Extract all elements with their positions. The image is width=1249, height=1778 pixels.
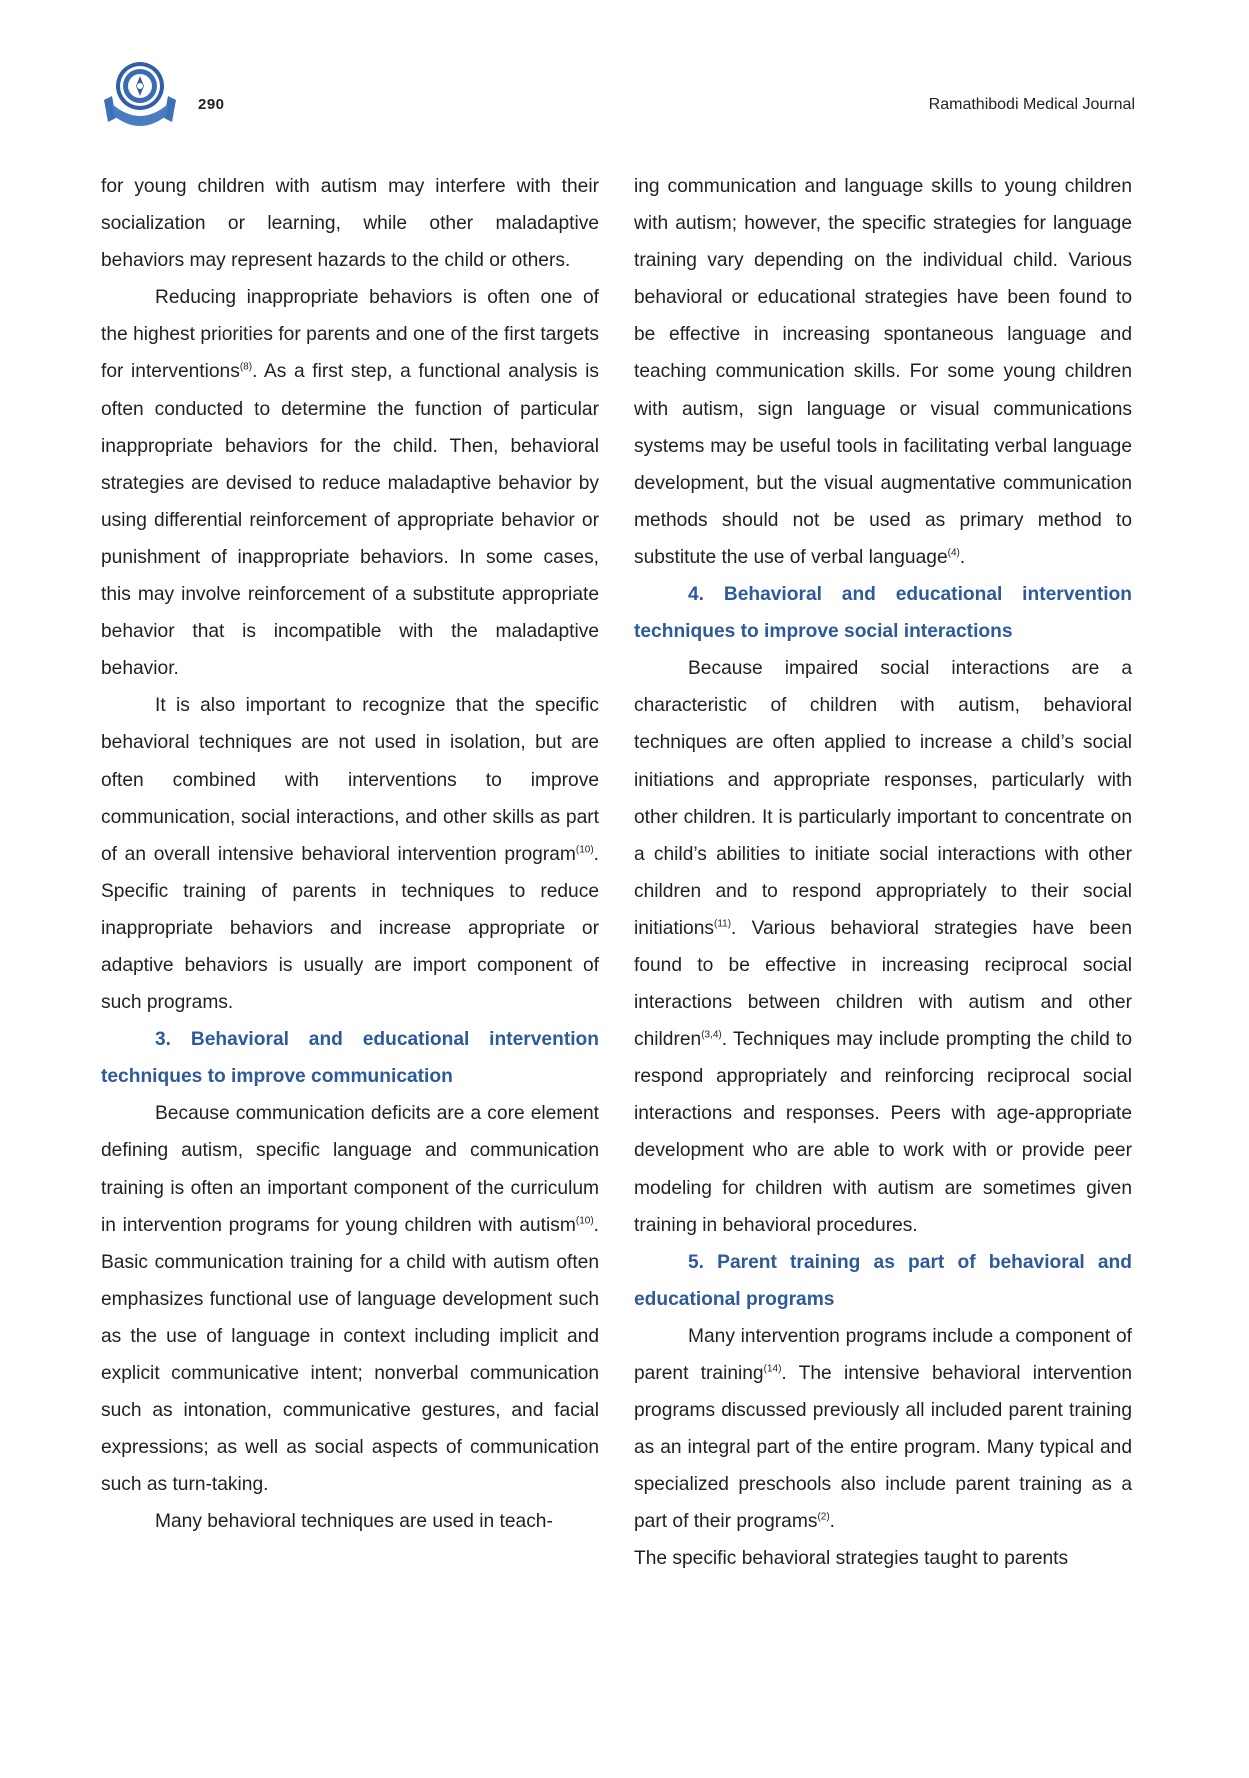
reference-marker: (4) (947, 547, 960, 559)
left-column (101, 168, 599, 1540)
reference-marker: (8) (239, 361, 253, 373)
paragraph: ing communication and language skills to young children with autism; however, the specific strategies for language training vary depending on the individual child. Various behavioral or educational strategies have been found to be effective in increasing spontaneous language and teaching communication skills. For some young children with autism, sign language or visual communications systems may be useful tools in facilitating verbal language development, but the visual augmentative communication methods should not be used as primary method to substitute the use of verbal language$^{(4)}$. (634, 176, 1132, 568)
right-column (634, 168, 1132, 1578)
paragraph: Because communication deficits are a core element defining autism, specific language and communication training is often an important component of the curriculum in intervention programs for young children with autism$^{(10)}$. Basic communication training for a child with autism often emphasizes functional use of language development such as the use of language in context including implicit and explicit communicative intent; nonverbal communication such as intonation, communicative gestures, and facial expressions; as well as social aspects of communication such as turn-taking. (101, 1103, 599, 1496)
page-number: 290 (198, 96, 225, 113)
paragraph: Many intervention programs include a component of parent training$^{(14)}$. The intensive behavioral intervention programs discussed previously all included parent training as an integral part of the entire program. Many typical and specialized preschools also include parent training as a part of their programs$^{(2)}$. (634, 1325, 1132, 1533)
paragraph: It is also important to recognize that the specific behavioral techniques are not used in isolation, but are often combined with interventions to improve communication, social interactions, and other skills as part of an overall intensive behavioral intervention program$^{(10)}$. Specific training of parents in techniques to reduce inappropriate behaviors and increase appropriate or adaptive behaviors is usually are import component of such programs. (101, 695, 599, 1014)
reference-marker: (11) (714, 918, 732, 930)
paragraph: The specific behavioral strategies taught to parents (634, 1548, 1069, 1570)
reference-marker: (14) (763, 1363, 782, 1375)
reference-marker: (2) (817, 1511, 830, 1523)
page-header (0, 0, 1249, 130)
journal-logo (100, 56, 180, 126)
paragraph: Because impaired social interactions are a characteristic of children with autism, behavioral techniques are often applied to increase a child’s social initiations and appropriate responses, particularly with other children. It is particularly important to concentrate on a child’s abilities to initiate social interactions with other children and to respond appropriately to their social initiations$^{(11)}$. Various behavioral strategies have been found to be effective in increasing reciprocal social interactions between children with autism and other children$^{(3,4)}$. Techniques may include prompting the child to respond appropriately and reinforcing reciprocal social interactions and responses. Peers with age-appropriate development who are able to work with or provide peer modeling for children with autism are sometimes given training in behavioral procedures. (634, 658, 1132, 1236)
reference-marker: (10) (575, 1215, 594, 1227)
section-heading-3: 3. Behavioral and educational intervention techniques to improve communication (101, 1029, 599, 1088)
journal-name: Ramathibodi Medical Journal (928, 96, 1135, 113)
section-heading-4: 4. Behavioral and educational intervention techniques to improve social interactions (634, 584, 1132, 643)
reference-marker: (10) (575, 844, 594, 856)
paragraph: Reducing inappropriate behaviors is often one of the highest priorities for parents and one of the first targets for interventions$^{(8)}$. As a first step, a functional analysis is often conducted to determine the function of particular inappropriate behaviors for the child. Then, behavioral strategies are devised to reduce maladaptive behavior by using differential reinforcement of appropriate behavior or punishment of inappropriate behaviors. In some cases, this may involve reinforcement of a substitute appropriate behavior that is incompatible with the maladaptive behavior. (101, 287, 599, 680)
paragraph: Many behavioral techniques are used in teach- (155, 1511, 553, 1533)
reference-marker: (3,4) (701, 1029, 722, 1041)
paragraph: for young children with autism may interfere with their socialization or learning, while other maladaptive behaviors may represent hazards to the child or others. (101, 176, 599, 272)
section-heading-5: 5. Parent training as part of behavioral and educational programs (634, 1251, 1132, 1310)
